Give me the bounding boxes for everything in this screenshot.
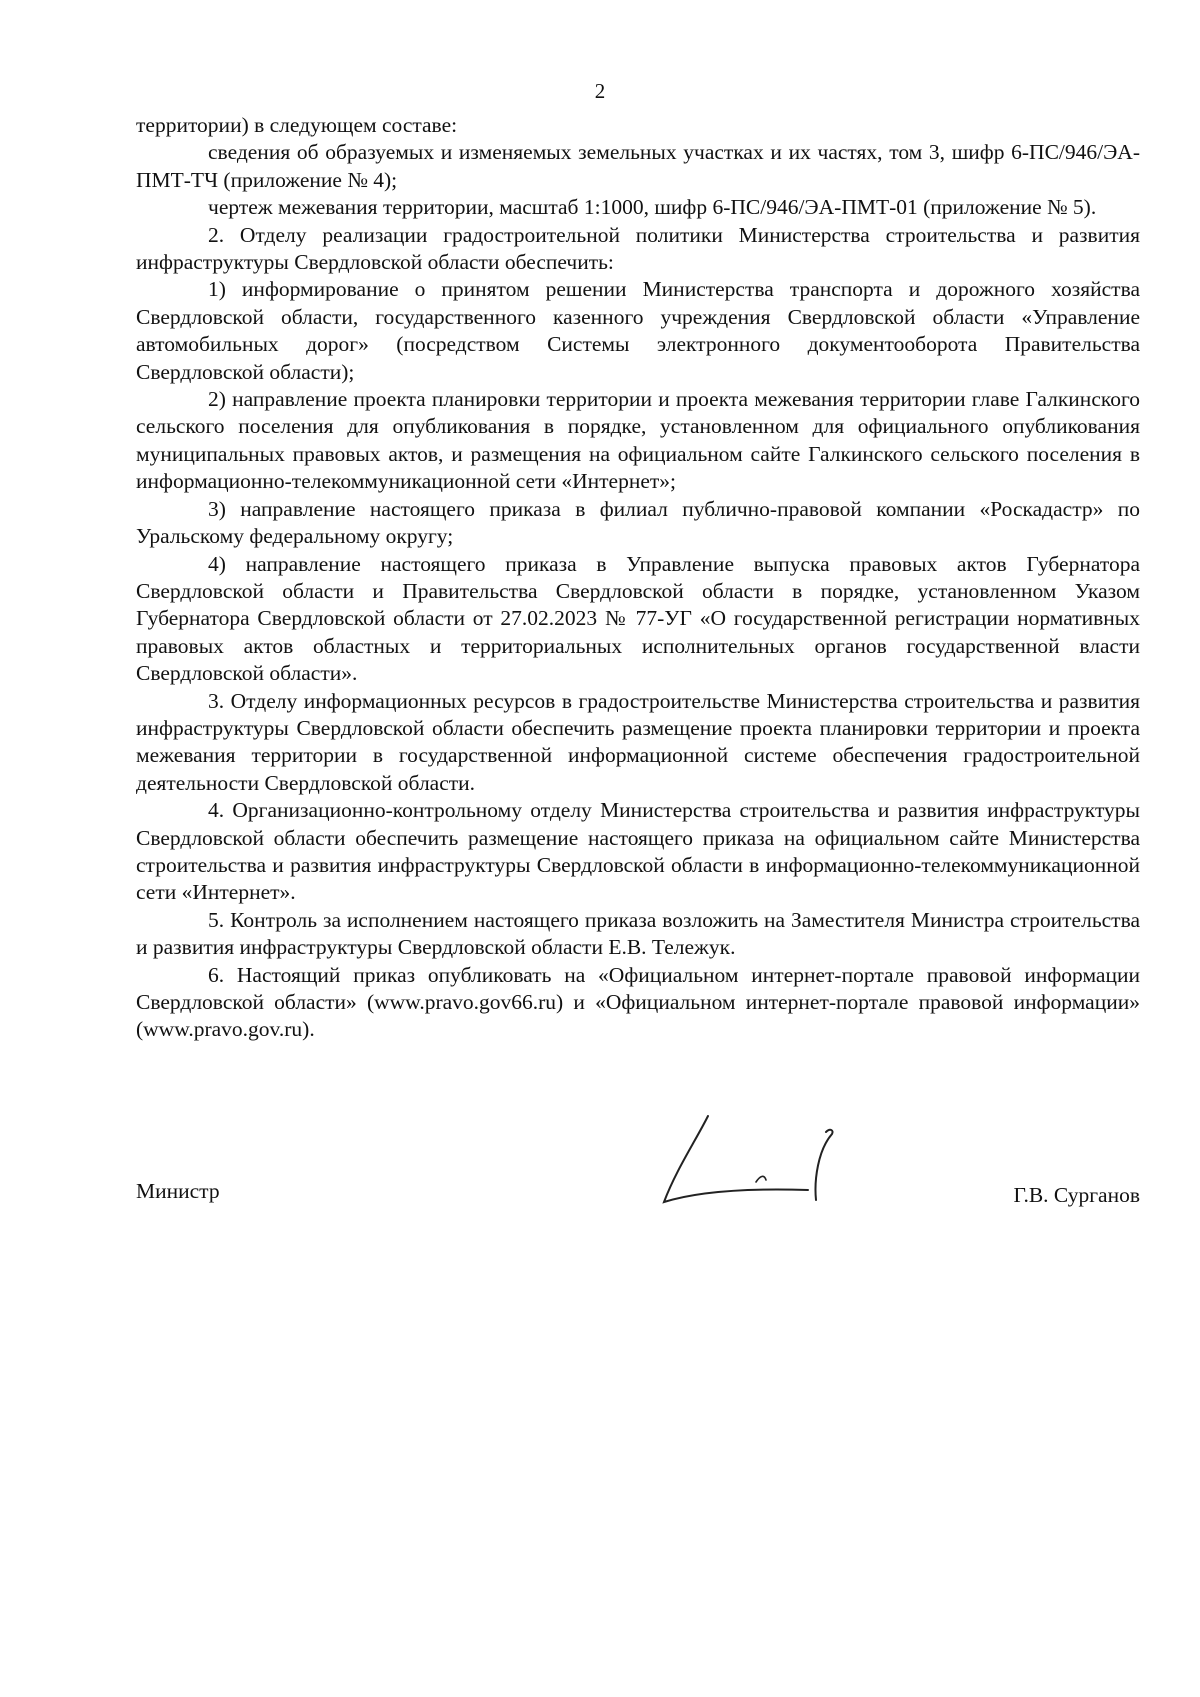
page-number: 2 — [594, 79, 606, 103]
paragraph-subclause-2: 2) направление проекта планировки территории и проекта межевания территории главе Галкинского сельского поселения для опубликования в порядке, установленном для официального опубликования муниципальных правовых актов, и размещения на официальном сайте Галкинского сельского поселения в информационно-телекоммуникационной сети «Интернет»; — [136, 387, 1140, 494]
paragraph-subclause-4: 4) направление настоящего приказа в Управление выпуска правовых актов Губернатора Свердловской области и Правительства Свердловской области в порядке, установленном Указом Губернатора Свердловской области от 27.02.2023 № 77-УГ «О государственной регистрации нормативных правовых актов областных и территориальных исполнительных органов государственной власти Свердловской области». — [136, 551, 1140, 686]
paragraph-continuation: территории) в следующем составе: — [136, 113, 458, 137]
paragraph-clause-3: 3. Отделу информационных ресурсов в градостроительстве Министерства строительства и развития инфраструктуры Свердловской области обеспечить размещение проекта планировки территории и проекта межевания территории в государственной информационной системе обеспечения градостроительной деятельности Свердловской области. — [136, 688, 1140, 795]
handwritten-signature — [656, 1110, 856, 1210]
document-body — [136, 112, 1140, 1044]
paragraph-clause-4: 4. Организационно-контрольному отделу Министерства строительства и развития инфраструктуры Свердловской области обеспечить размещение настоящего приказа на официальном сайте Министерства строительства и развития инфраструктуры Свердловской области в информационно-телекоммуникационной сети «Интернет». — [136, 798, 1140, 905]
paragraph-subclause-1: 1) информирование о принятом решении Министерства транспорта и дорожного хозяйства Свердловской области, государственного казенного учреждения Свердловской области «Управление автомобильных дорог» (посредством Системы электронного документооборота Правительства Свердловской области); — [136, 277, 1140, 384]
paragraph-item: сведения об образуемых и изменяемых земельных участках и их частях, том 3, шифр 6-ПС/946/ЭА-ПМТ-ТЧ (приложение № 4); — [136, 140, 1140, 192]
paragraph-clause-2: 2. Отделу реализации градостроительной политики Министерства строительства и развития инфраструктуры Свердловской области обеспечить: — [136, 222, 1140, 275]
signatory-name: Г.В. Сурганов — [1013, 1183, 1140, 1207]
signatory-title: Министр — [136, 1179, 220, 1203]
paragraph-item: чертеж межевания территории, масштаб 1:1000, шифр 6-ПС/946/ЭА-ПМТ-01 (приложение № 5). — [208, 195, 1097, 220]
signature-block — [136, 1170, 1140, 1230]
paragraph-clause-5: 5. Контроль за исполнением настоящего приказа возложить на Заместителя Министра строительства и развития инфраструктуры Свердловской области Е.В. Тележук. — [136, 907, 1140, 960]
paragraph-subclause-3: 3) направление настоящего приказа в филиал публично-правовой компании «Роскадастр» по Уральскому федеральному округу; — [136, 496, 1140, 549]
paragraph-clause-6: 6. Настоящий приказ опубликовать на «Официальном интернет-портале правовой информации Свердловской области» (www.pravo.gov66.ru) и «Официальном интернет-портале правовой информации» (www.pravo.gov.ru). — [136, 962, 1140, 1042]
